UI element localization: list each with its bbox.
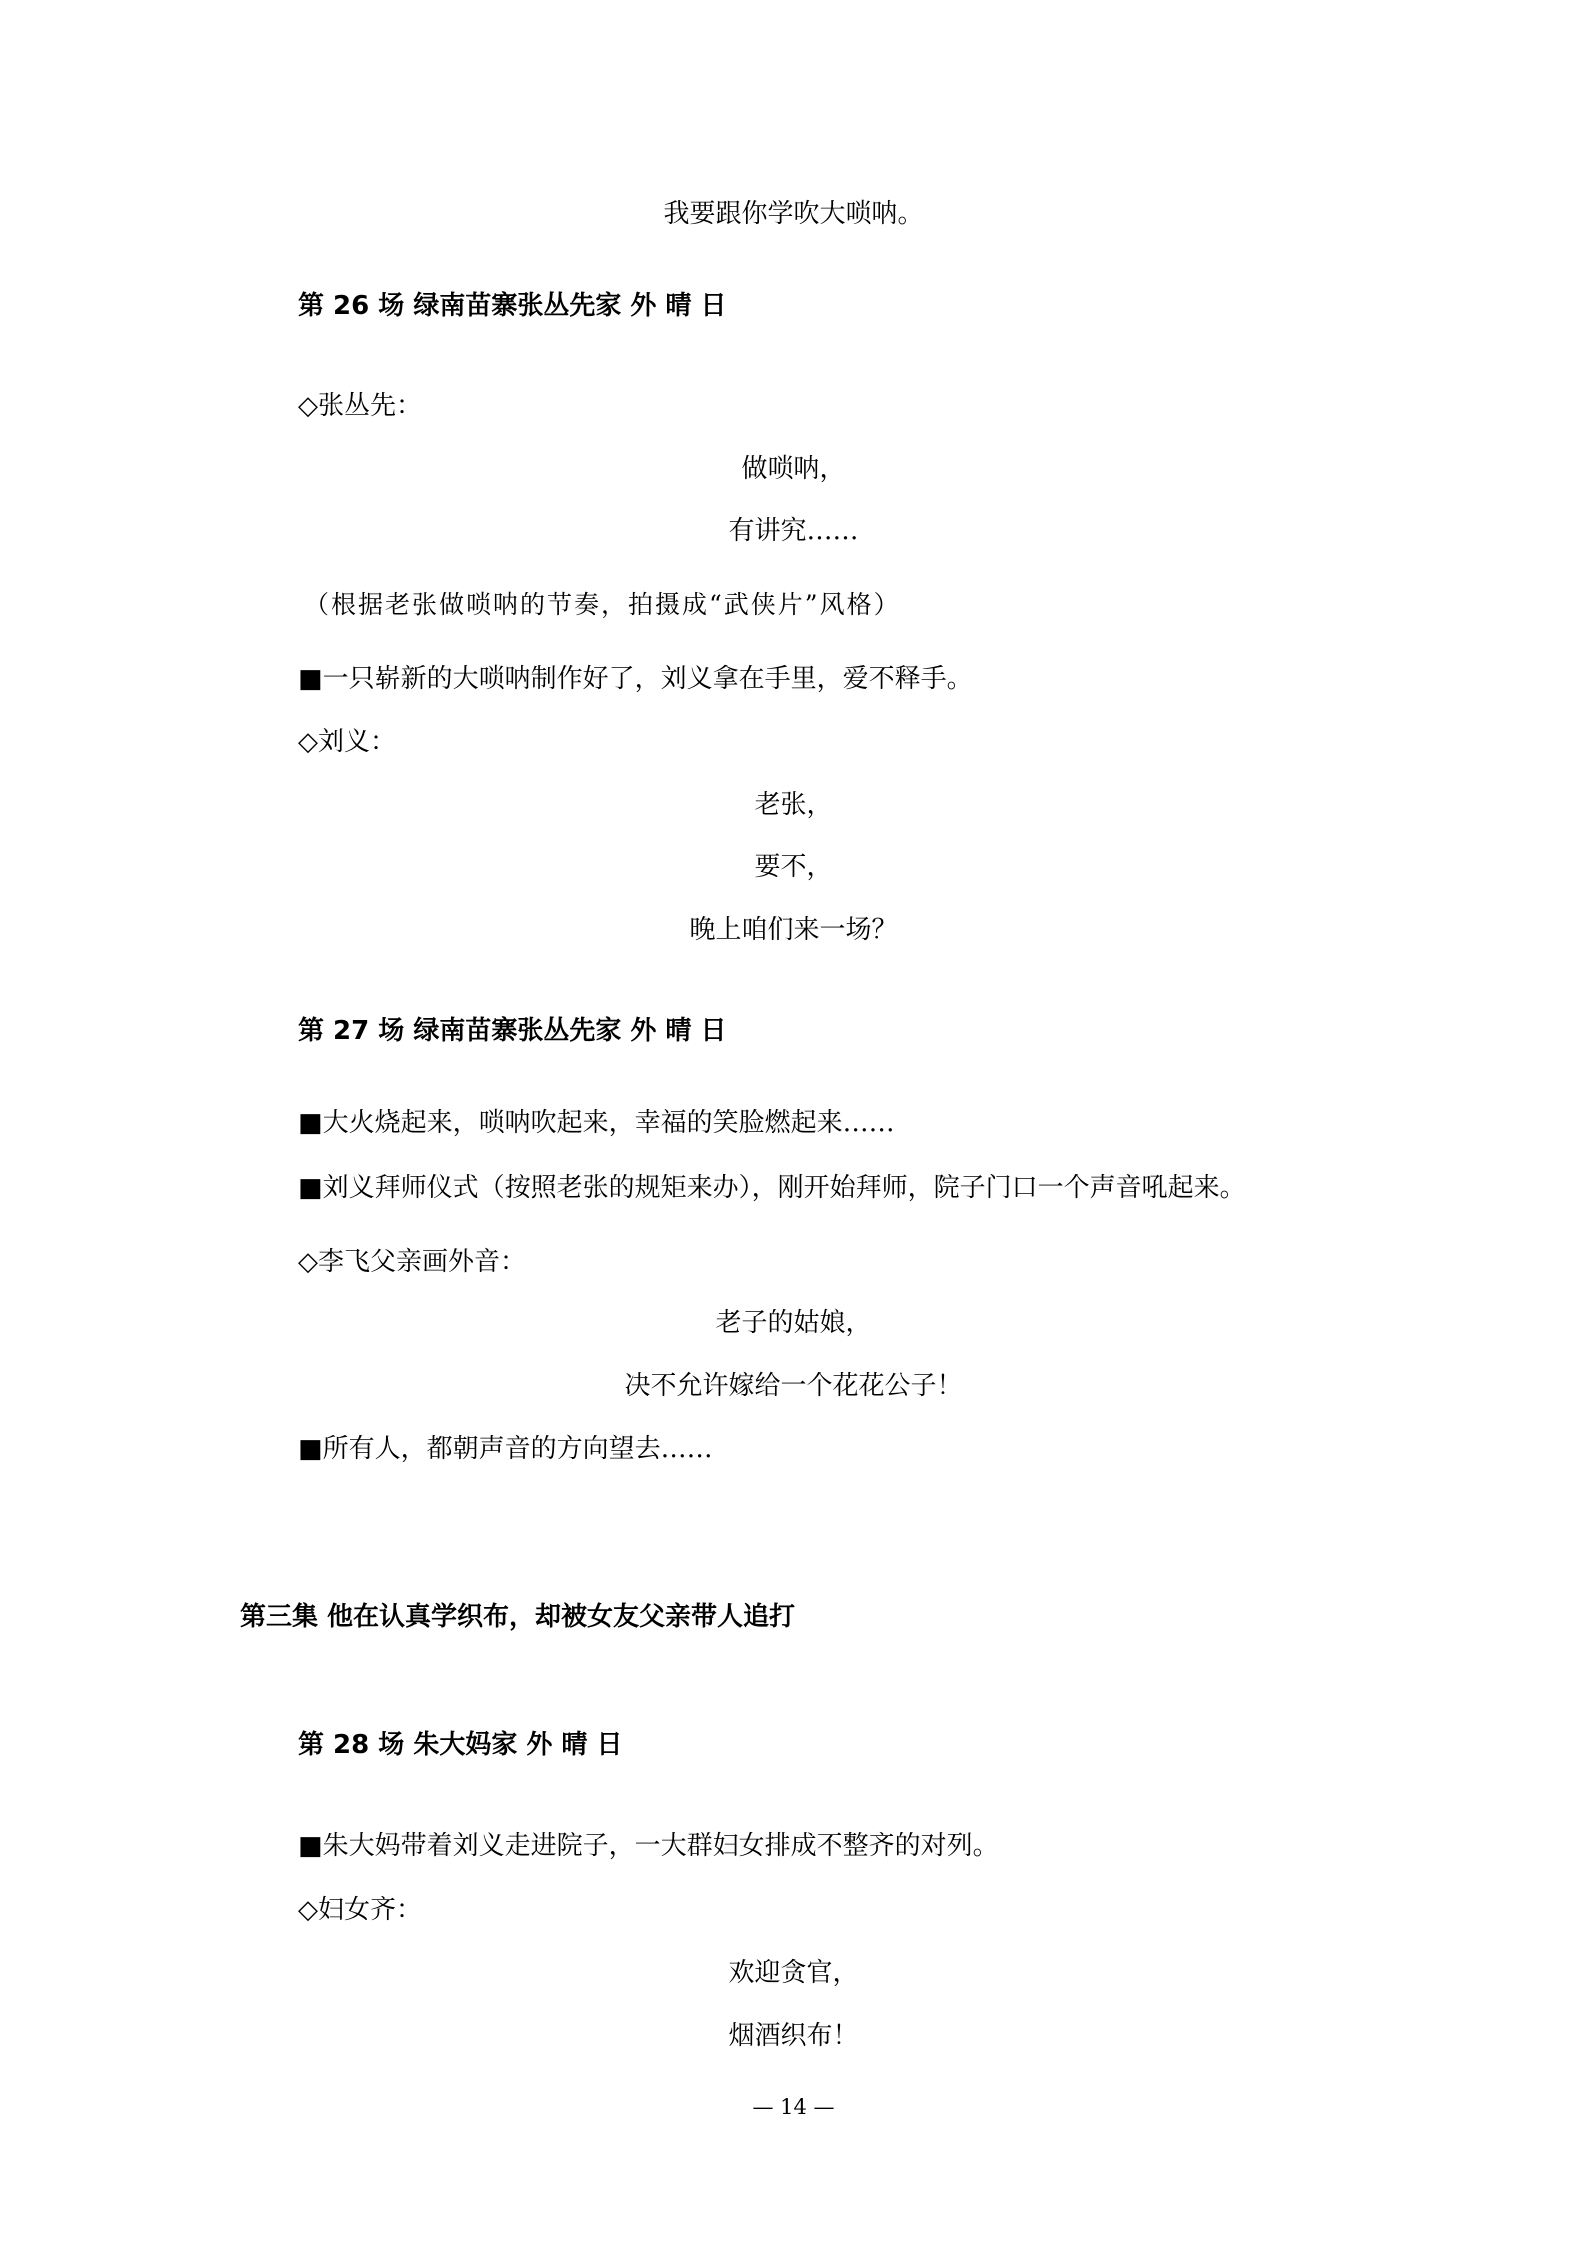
dialogue-line: 晚上咱们来一场？ bbox=[689, 915, 898, 945]
episode-heading: 第三集 他在认真学织布，却被女友父亲带人追打 bbox=[240, 1602, 796, 1632]
dialogue-line: 老子的姑娘， bbox=[715, 1308, 872, 1338]
dialogue-line: 要不， bbox=[754, 852, 833, 882]
page-number: — 14 — bbox=[752, 2095, 835, 2119]
scene-heading: 第 26 场 绿南苗寨张丛先家 外 晴 日 bbox=[298, 291, 727, 321]
dialogue-line: 欢迎贪官， bbox=[728, 1958, 859, 1988]
speaker-label: ◇李飞父亲画外音： bbox=[298, 1247, 526, 1277]
speaker-label: ◇张丛先： bbox=[298, 391, 422, 421]
action-line: ■刘义拜师仪式（按照老张的规矩来办），刚开始拜师，院子门口一个声音吼起来。 bbox=[298, 1173, 1246, 1203]
dialogue-line: 决不允许嫁给一个花花公子！ bbox=[624, 1371, 963, 1401]
scene-heading: 第 27 场 绿南苗寨张丛先家 外 晴 日 bbox=[298, 1016, 727, 1046]
scene-heading: 第 28 场 朱大妈家 外 晴 日 bbox=[298, 1730, 623, 1760]
dialogue-line: 我要跟你学吹大唢呐。 bbox=[663, 199, 924, 229]
dialogue-line: 老张， bbox=[754, 790, 833, 820]
dialogue-line: 烟酒织布！ bbox=[728, 2021, 859, 2051]
stage-note: （根据老张做唢呐的节奏，拍摄成“武侠片”风格） bbox=[304, 590, 901, 619]
action-line: ■朱大妈带着刘义走进院子，一大群妇女排成不整齐的对列。 bbox=[298, 1831, 999, 1861]
dialogue-line: 有讲究…… bbox=[728, 516, 859, 546]
action-line: ■所有人，都朝声音的方向望去…… bbox=[298, 1434, 713, 1464]
speaker-label: ◇刘义： bbox=[298, 727, 396, 757]
dialogue-line: 做唢呐， bbox=[741, 454, 846, 484]
action-line: ■大火烧起来，唢呐吹起来，幸福的笑脸燃起来…… bbox=[298, 1108, 895, 1138]
action-line: ■一只崭新的大唢呐制作好了，刘义拿在手里，爱不释手。 bbox=[298, 664, 973, 694]
speaker-label: ◇妇女齐： bbox=[298, 1895, 422, 1925]
